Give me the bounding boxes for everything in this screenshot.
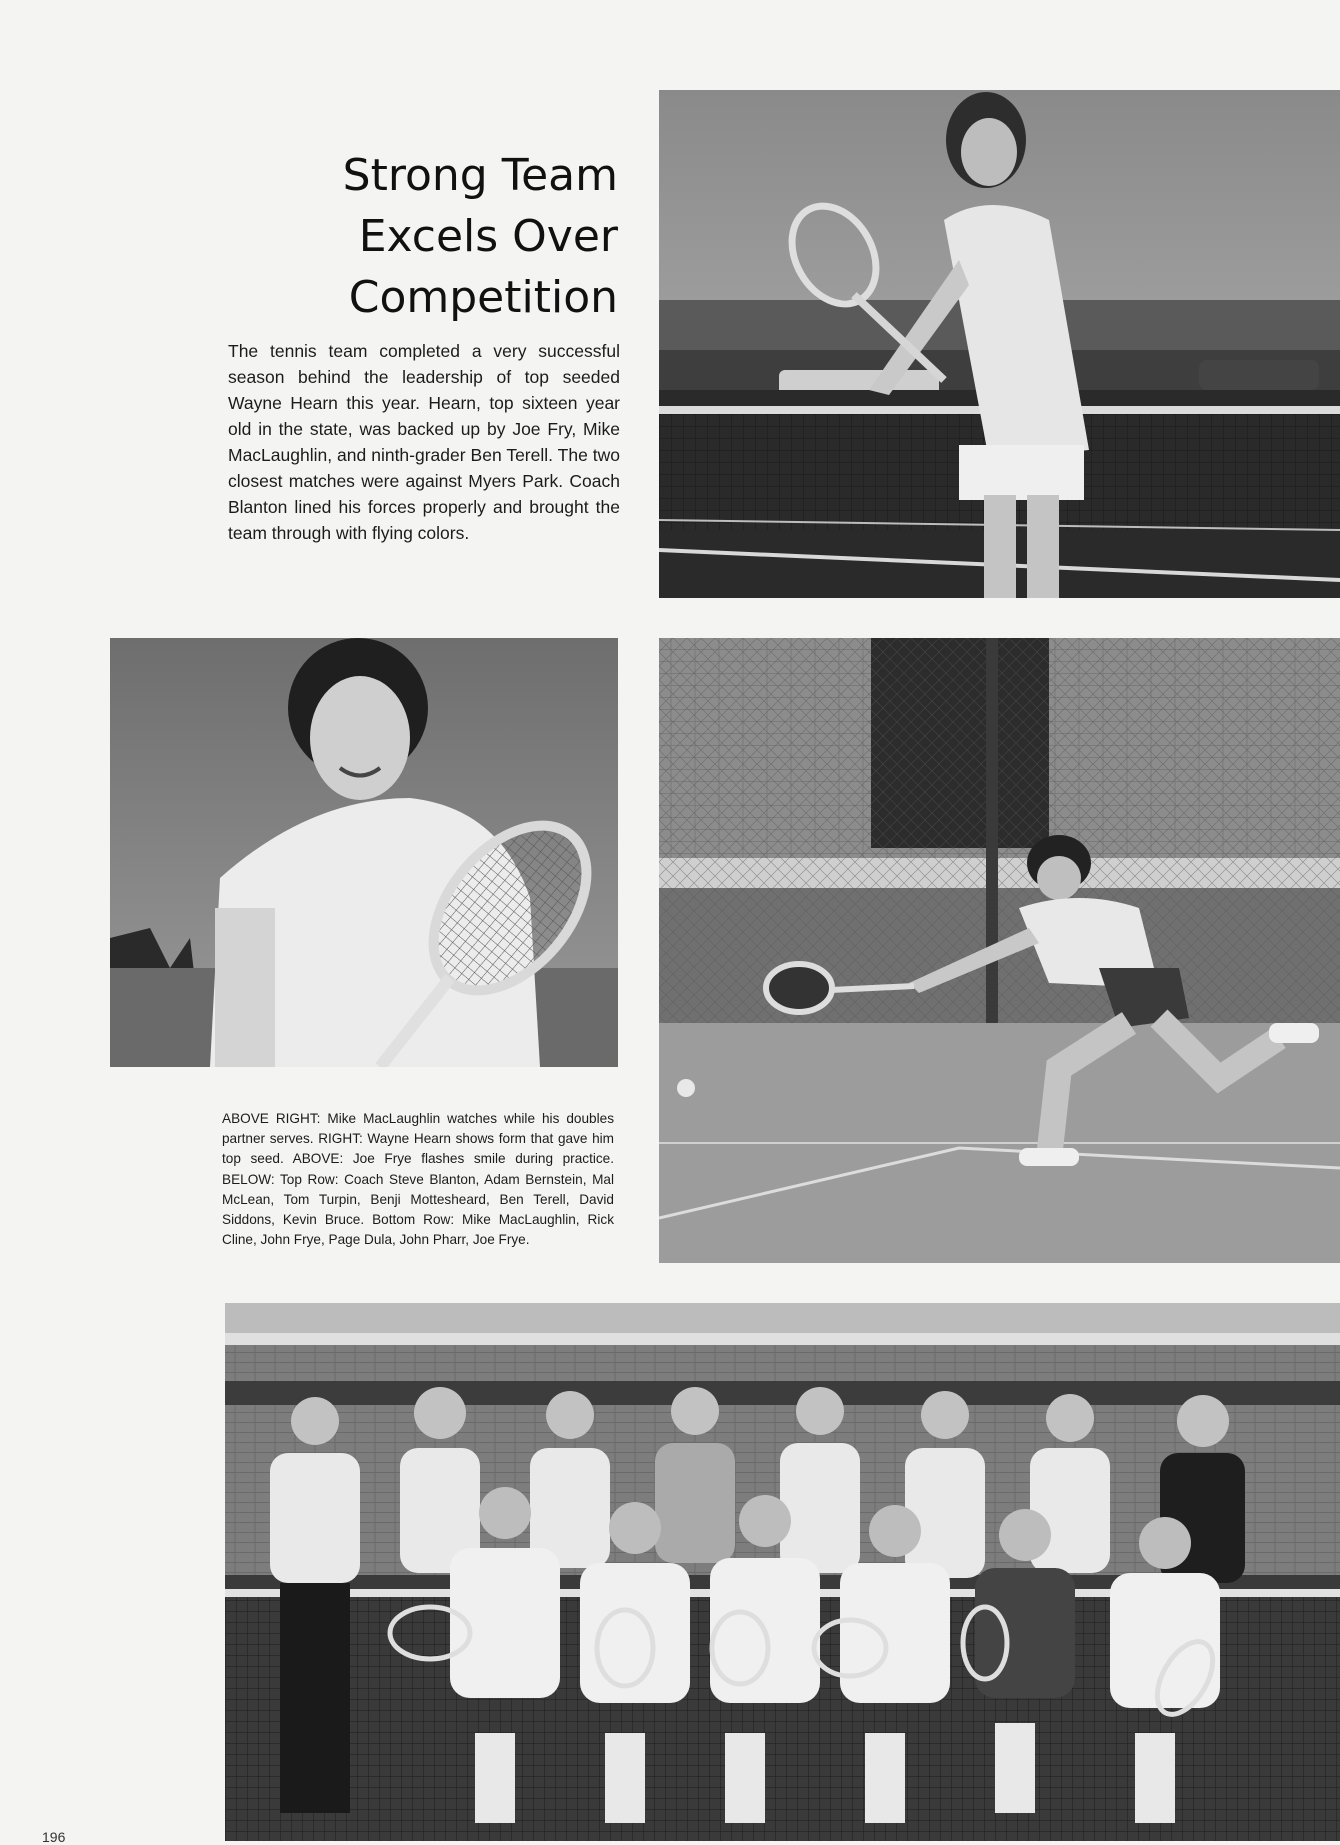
article-title	[250, 145, 618, 328]
title-line-3: Competition	[348, 272, 618, 323]
photo-caption: ABOVE RIGHT: Mike MacLaughlin watches while his doubles partner serves. RIGHT: Wayne Hearn shows form that gave him top seed. ABOVE: Joe Frye flashes smile during practice. BELOW: Top Row: Coach Steve Blanton, Adam Bernstein, Mal McLean, Tom Turpin, Benji Mottesheard, Ben Terell, David Siddons, Kevin Bruce. Bottom Row: Mike MacLaughlin, Rick Cline, John Frye, Page Dula, John Pharr, Joe Frye.	[222, 1111, 614, 1248]
photo-lunging-player	[659, 638, 1340, 1263]
page-number: 196	[42, 1829, 66, 1845]
photo-smiling-player	[110, 638, 618, 1067]
title-line-2: Excels Over	[358, 211, 618, 262]
article-body: The tennis team completed a very successful season behind the leadership of top seeded Wayne Hearn this year. Hearn, top sixteen year old in the state, was backed up by Joe Fry, Mike MacLaughlin, and ninth-grader Ben Terell. The two closest matches were against Myers Park. Coach Blanton lined his forces properly and brought the team through with flying colors.	[228, 341, 620, 543]
photo-team	[225, 1303, 1340, 1841]
title-line-1: Strong Team	[342, 150, 618, 201]
photo-player-at-net	[659, 90, 1340, 598]
